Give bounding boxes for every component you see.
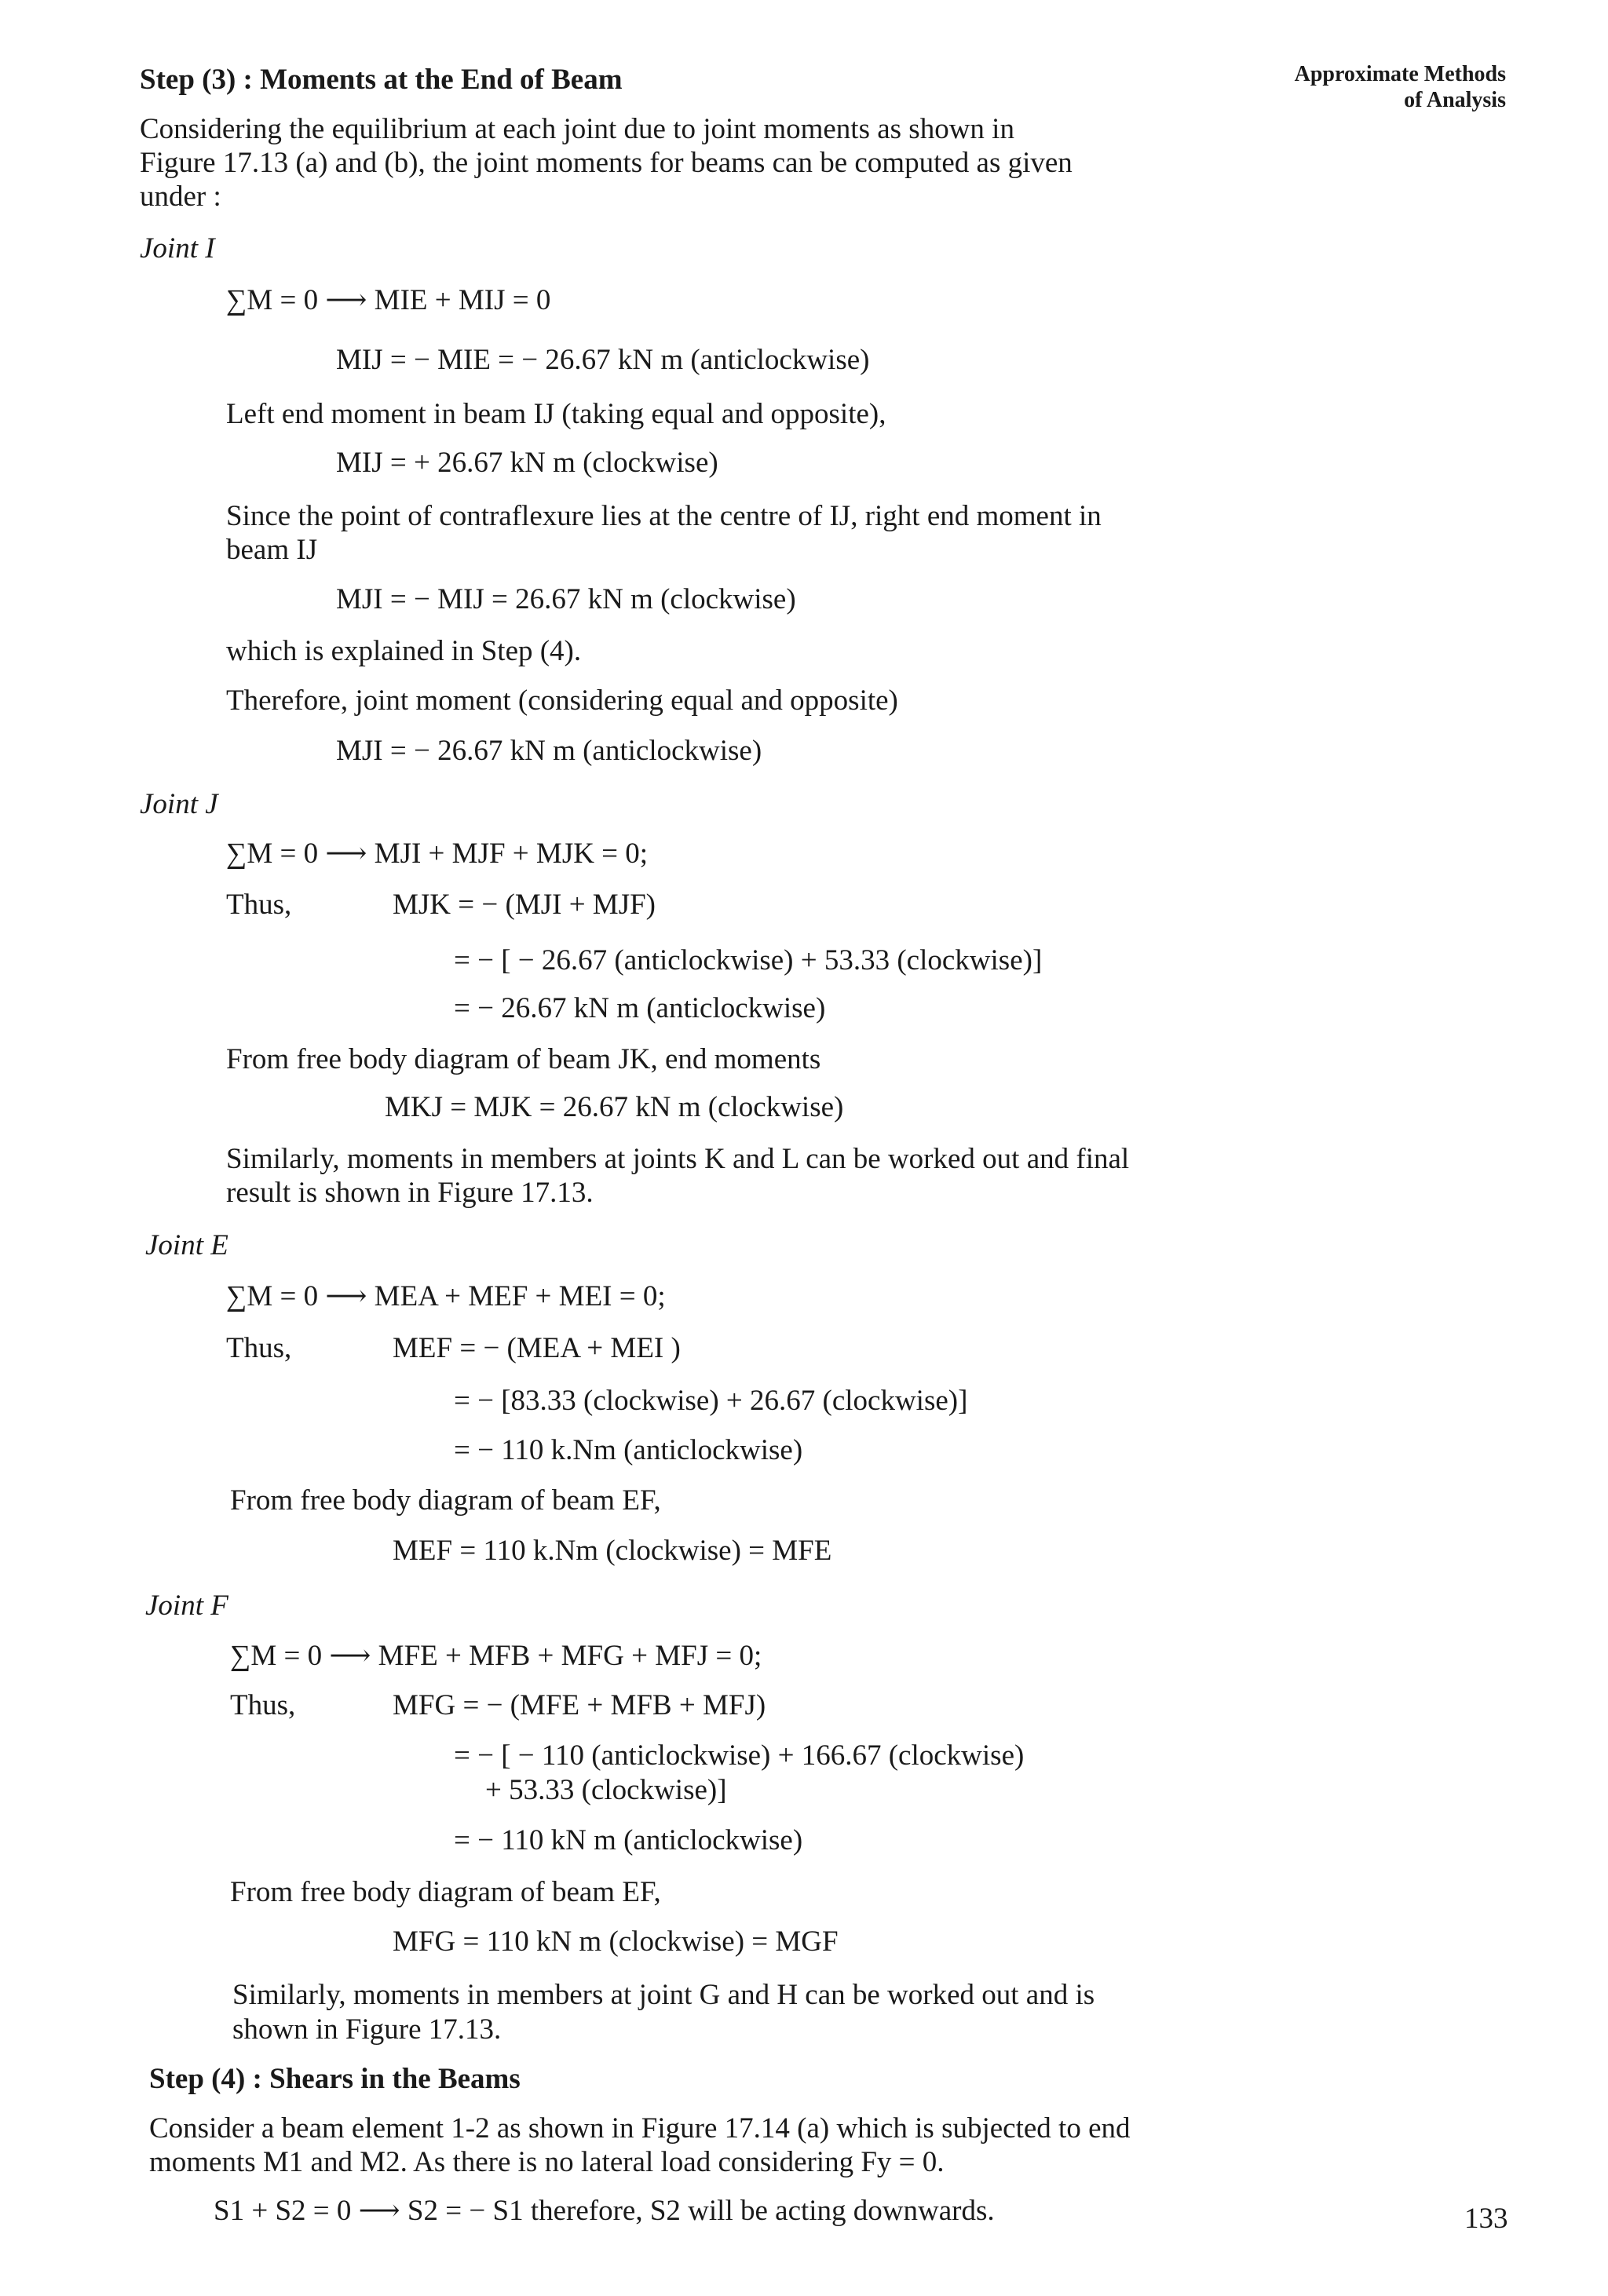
joint-f-eq4: = − 110 kN m (anticlockwise) [454, 1824, 803, 1856]
joint-j-text2a: Similarly, moments in members at joints K and L can be worked out and final [226, 1143, 1130, 1175]
joint-f-eq1: ∑M = 0 ⟶ MFE + MFB + MFG + MFJ = 0; [230, 1640, 762, 1672]
joint-j-eq2: MJK = − (MJI + MJF) [393, 889, 656, 921]
joint-i-eq5: MJI = − 26.67 kN m (anticlockwise) [336, 735, 762, 767]
joint-j-eq1: ∑M = 0 ⟶ MJI + MJF + MJK = 0; [226, 838, 649, 870]
joint-i-text2b: beam IJ [226, 534, 318, 566]
joint-j-thus: Thus, [226, 889, 292, 921]
intro-line-3: under : [140, 181, 221, 213]
running-head [1295, 61, 1506, 113]
joint-j-heading: Joint J [140, 788, 218, 820]
joint-i-eq1: ∑M = 0 ⟶ MIE + MIJ = 0 [226, 284, 551, 316]
joint-e-eq1: ∑M = 0 ⟶ MEA + MEF + MEI = 0; [226, 1280, 666, 1312]
joint-j-eq3: = − [ − 26.67 (anticlockwise) + 53.33 (clockwise)] [454, 944, 1043, 976]
joint-i-text1: Left end moment in beam IJ (taking equal and opposite), [226, 398, 886, 430]
running-head-line1: Approximate Methods [1294, 62, 1506, 86]
joint-j-eq5: MKJ = MJK = 26.67 kN m (clockwise) [385, 1091, 844, 1123]
joint-e-eq5: MEF = 110 k.Nm (clockwise) = MFE [393, 1535, 832, 1567]
joint-f-text2a: Similarly, moments in members at joint G and H can be worked out and is [232, 1979, 1095, 2011]
joint-f-eq2: MFG = − (MFE + MFB + MFJ) [393, 1689, 766, 1721]
joint-i-text2a: Since the point of contraflexure lies at the centre of IJ, right end moment in [226, 500, 1102, 532]
joint-e-eq4: = − 110 k.Nm (anticlockwise) [454, 1434, 803, 1466]
step4-heading: Step (4) : Shears in the Beams [149, 2063, 521, 2095]
intro-line-1: Considering the equilibrium at each joint due to joint moments as shown in [140, 113, 1014, 145]
joint-e-thus: Thus, [226, 1332, 292, 1364]
step4-eq1: S1 + S2 = 0 ⟶ S2 = − S1 therefore, S2 will be acting downwards. [214, 2195, 995, 2227]
joint-i-heading: Joint I [140, 232, 215, 265]
joint-i-eq3: MIJ = + 26.67 kN m (clockwise) [336, 447, 718, 479]
joint-f-thus: Thus, [230, 1689, 296, 1721]
joint-f-eq3a: = − [ − 110 (anticlockwise) + 166.67 (clockwise) [454, 1739, 1025, 1772]
joint-e-heading: Joint E [145, 1229, 228, 1261]
joint-f-eq5: MFG = 110 kN m (clockwise) = MGF [393, 1926, 839, 1958]
joint-i-text4: Therefore, joint moment (considering equal and opposite) [226, 684, 898, 717]
joint-j-text2b: result is shown in Figure 17.13. [226, 1177, 594, 1209]
joint-e-text1: From free body diagram of beam EF, [230, 1484, 661, 1517]
joint-i-text3: which is explained in Step (4). [226, 635, 582, 667]
step4-text1: Consider a beam element 1-2 as shown in Figure 17.14 (a) which is subjected to end [149, 2112, 1131, 2145]
running-head-line2: of Analysis [1404, 88, 1506, 112]
joint-f-text1: From free body diagram of beam EF, [230, 1876, 661, 1908]
joint-f-text2b: shown in Figure 17.13. [232, 2013, 502, 2046]
page-number: 133 [1464, 2203, 1508, 2235]
joint-i-eq2: MIJ = − MIE = − 26.67 kN m (anticlockwise) [336, 344, 870, 376]
joint-f-heading: Joint F [145, 1590, 228, 1622]
joint-e-eq3: = − [83.33 (clockwise) + 26.67 (clockwise)] [454, 1385, 968, 1417]
joint-j-text1: From free body diagram of beam JK, end moments [226, 1043, 821, 1075]
joint-f-eq3b: + 53.33 (clockwise)] [485, 1774, 727, 1806]
step4-text2: moments M1 and M2. As there is no lateral load considering Fy = 0. [149, 2146, 945, 2178]
joint-e-eq2: MEF = − (MEA + MEI ) [393, 1332, 681, 1364]
intro-line-2: Figure 17.13 (a) and (b), the joint moments for beams can be computed as given [140, 147, 1073, 179]
joint-i-eq4: MJI = − MIJ = 26.67 kN m (clockwise) [336, 583, 796, 615]
step3-heading: Step (3) : Moments at the End of Beam [140, 64, 623, 96]
joint-j-eq4: = − 26.67 kN m (anticlockwise) [454, 992, 826, 1024]
